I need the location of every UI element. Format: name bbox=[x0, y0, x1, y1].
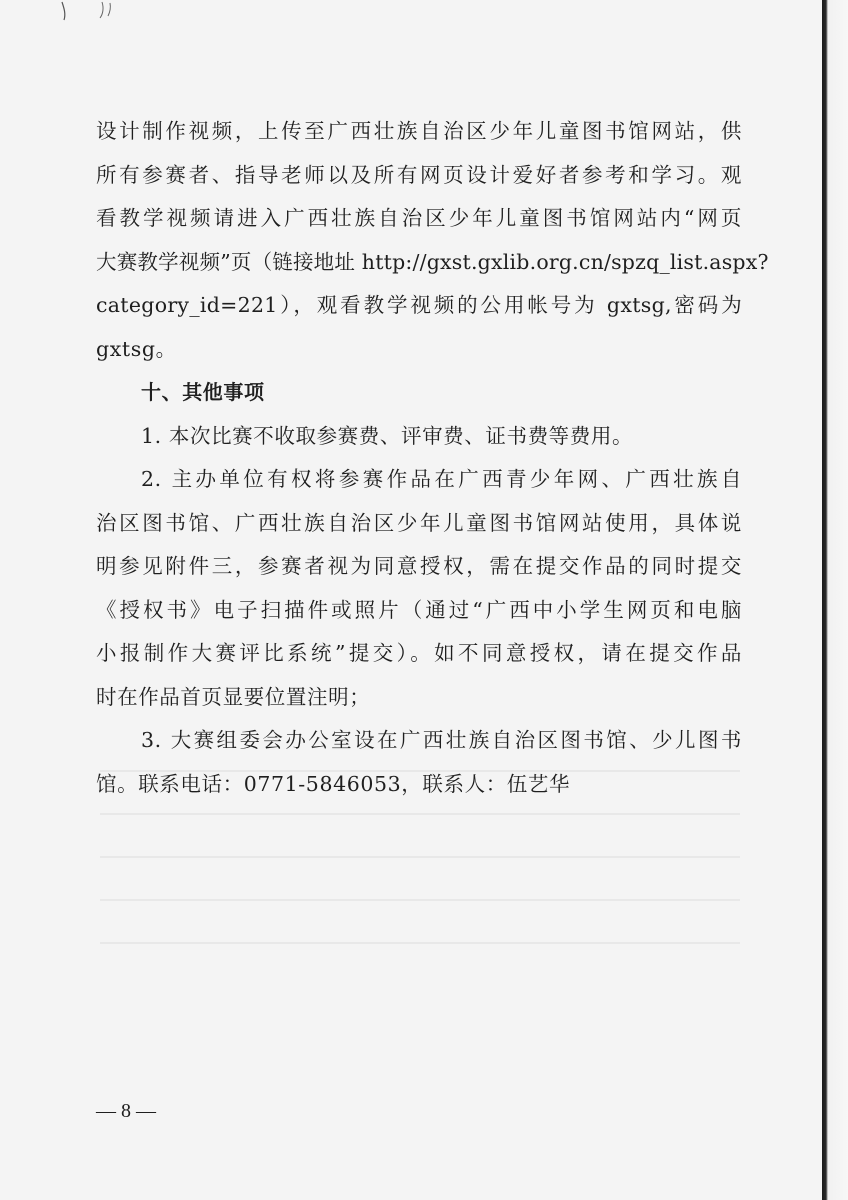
text-line-with-url: 大赛教学视频”页（链接地址 http://gxst.gxlib.org.cn/spzq_list.aspx? bbox=[96, 249, 769, 274]
text-line: 小报制作大赛评比系统”提交）。如不同意授权，请在提交作品 bbox=[96, 641, 742, 665]
text-line: 2. 主办单位有权将参赛作品在广西青少年网、广西壮族自 bbox=[141, 467, 742, 491]
text-line: 时在作品首页显要位置注明； bbox=[96, 684, 371, 709]
item-1 bbox=[96, 415, 742, 459]
document-body bbox=[96, 110, 769, 806]
scanner-edge bbox=[822, 0, 848, 1200]
text-line: 《授权书》电子扫描件或照片（通过“广西中小学生网页和电脑 bbox=[96, 597, 742, 622]
item-3 bbox=[96, 719, 742, 806]
item-2 bbox=[96, 458, 742, 719]
text-line: 明参见附件三，参赛者视为同意授权，需在提交作品的同时提交 bbox=[96, 554, 742, 578]
page-number: — 8 — bbox=[96, 1100, 156, 1122]
text-line: 1. 本次比赛不收取参赛费、评审费、证书费等费用。 bbox=[141, 423, 634, 448]
text-line: 治区图书馆、广西壮族自治区少年儿童图书馆网站使用，具体说 bbox=[96, 510, 742, 535]
text-line: gxtsg。 bbox=[96, 336, 177, 361]
section-heading: 十、其他事项 bbox=[141, 380, 265, 404]
text-line: 所有参赛者、指导老师以及所有网页设计爱好者参考和学习。观 bbox=[96, 162, 742, 187]
text-line: 馆。联系电话：0771-5846053，联系人：伍艺华 bbox=[96, 771, 571, 796]
handwritten-mark bbox=[56, 0, 126, 24]
text-line: 看教学视频请进入广西壮族自治区少年儿童图书馆网站内“网页 bbox=[96, 206, 742, 230]
text-line: category_id=221），观看教学视频的公用帐号为 gxtsg,密码为 bbox=[96, 293, 742, 317]
text-line: 3. 大赛组委会办公室设在广西壮族自治区图书馆、少儿图书 bbox=[141, 728, 742, 752]
text-line: 设计制作视频，上传至广西壮族自治区少年儿童图书馆网站，供 bbox=[96, 119, 742, 143]
paragraph-continued bbox=[96, 110, 769, 371]
